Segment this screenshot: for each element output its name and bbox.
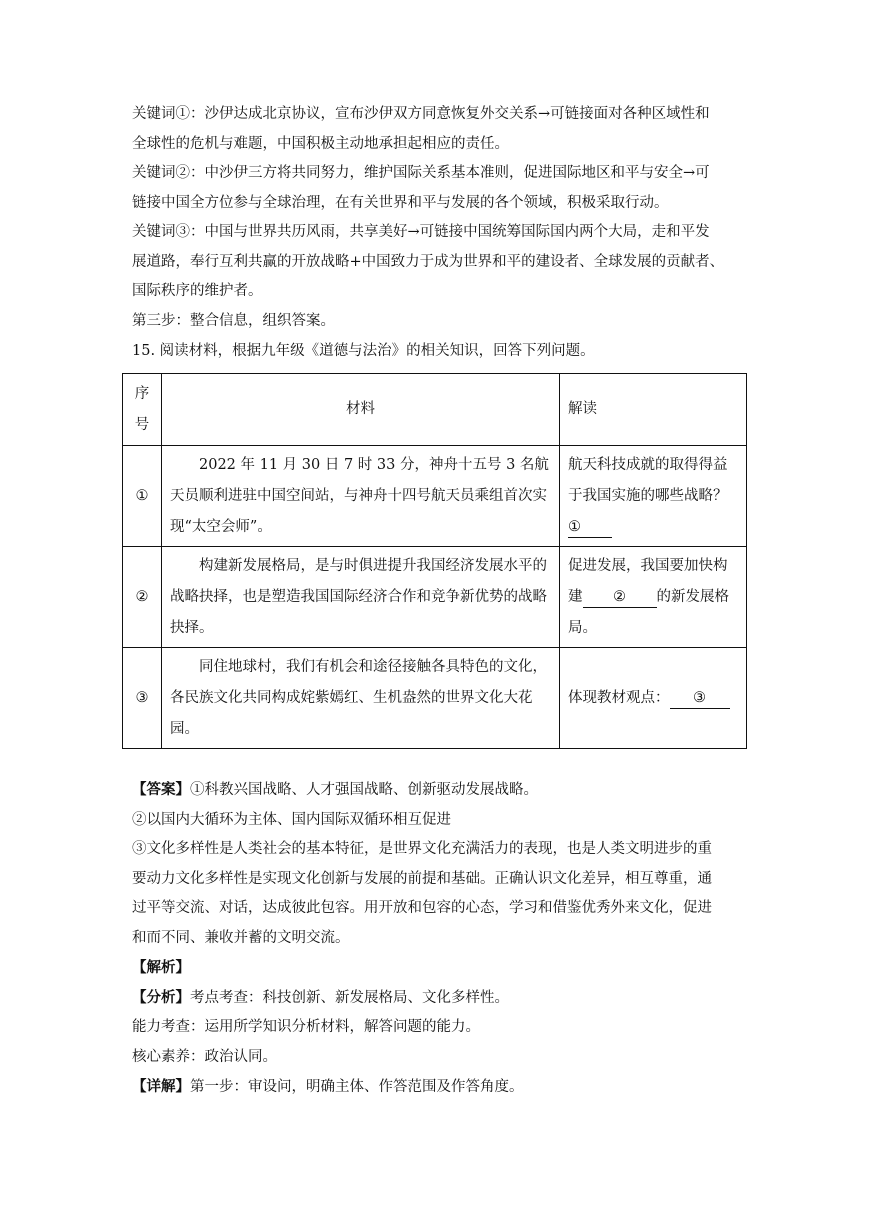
header-interpretation-cell: 解读	[560, 374, 747, 446]
analysis-label: 【解析】	[132, 959, 190, 976]
fenxi-line	[132, 983, 752, 1014]
keyword-3-paragraph	[132, 218, 742, 307]
row-3-number: ③	[123, 648, 162, 749]
keyword-2-line-2: 链接中国全方位参与全球治理，在有关世界和平与发展的各个领域，积极采取行动。	[132, 194, 669, 211]
keyword-2-paragraph	[132, 159, 742, 218]
row-1-answer-blank[interactable]: ①	[568, 517, 612, 538]
answer-item-2: ②以国内大循环为主体、国内国际双循环相互促进	[132, 811, 451, 828]
keyword-1-line-2: 全球性的危机与难题，中国积极主动地承担起相应的责任。	[132, 135, 509, 152]
keyword-3-line-3: 国际秩序的维护者。	[132, 283, 263, 299]
row-3-answer-blank[interactable]: ③	[670, 688, 730, 709]
row-2-material: 构建新发展格局，是与时俱进提升我国经济发展水平的战略抉择，也是塑造我国国际经济合作和竞争新优势的战略抉择。	[162, 547, 560, 648]
core-literacy-text: 核心素养：政治认同。	[132, 1048, 277, 1065]
keyword-3-line-1: 关键词③：中国与世界共历风雨，共享美好→可链接中国统筹国际国内两个大局，走和平发	[132, 224, 710, 240]
answer-line-1	[132, 775, 752, 806]
keyword-3-line-2: 展道路，奉行互利共赢的开放战略+中国致力于成为世界和平的建设者、全球发展的贡献者、	[132, 253, 725, 270]
answer-item-3-line-4: 和而不同、兼收并蓄的文明交流。	[132, 929, 350, 946]
header-number-cell	[123, 374, 162, 446]
detail-line	[132, 1072, 752, 1103]
row-1-interpretation-text: 航天科技成就的取得得益于我国实施的哪些战略？	[568, 456, 728, 504]
header-material-cell: 材料	[162, 374, 560, 446]
step-3-line: 第三步：整合信息，组织答案。	[132, 313, 335, 329]
row-2-interpretation-pre: 促进发展，我国要加快构建	[568, 557, 728, 605]
table-row	[123, 547, 747, 648]
answer-item-3-line-2: 要动力文化多样性是实现文化创新与发展的前提和基础。正确认识文化差异，相互尊重，通	[132, 870, 712, 887]
header-number-char-2: 号	[134, 416, 150, 433]
header-number-char-1: 序	[134, 385, 150, 402]
row-2-number: ②	[123, 547, 162, 648]
ability-text: 能力考查：运用所学知识分析材料，解答问题的能力。	[132, 1019, 480, 1035]
detail-label: 【详解】	[132, 1078, 190, 1095]
row-2-interpretation-post: 的新发展格局。	[568, 588, 729, 636]
row-3-material: 同住地球村，我们有机会和途径接触各具特色的文化，各民族文化共同构成姹紫嫣红、生机盎然的世界文化大花园。	[162, 648, 560, 749]
table-row	[123, 648, 747, 749]
detail-text: 第一步：审设问，明确主体、作答范围及作答角度。	[190, 1079, 524, 1095]
row-3-interpretation	[560, 648, 747, 749]
fenxi-label: 【分析】	[132, 988, 190, 1006]
keyword-1-line-1: 关键词①：沙伊达成北京协议，宣布沙伊双方同意恢复外交关系→可链接面对各种区域性和	[132, 106, 710, 122]
row-1-material: 2022 年 11 月 30 日 7 时 33 分，神舟十五号 3 名航天员顺利进驻中国空间站，与神舟十四号航天员乘组首次实现“太空会师”。	[162, 446, 560, 547]
fenxi-text: 考点考查：科技创新、新发展格局、文化多样性。	[190, 989, 509, 1006]
row-1-interpretation	[560, 446, 747, 547]
material-table	[122, 373, 747, 749]
keyword-1-paragraph	[132, 100, 742, 159]
table-header-row	[123, 374, 747, 446]
answer-label: 【答案】	[132, 781, 190, 798]
keyword-2-line-1: 关键词②：中沙伊三方将共同努力，维护国际关系基本准则，促进国际地区和平与安全→可	[132, 165, 710, 181]
question-15-prompt	[132, 337, 742, 367]
answer-item-3-line-3: 过平等交流、对话，达成彼此包容。用开放和包容的心态，学习和借鉴优秀外来文化，促进	[132, 900, 712, 916]
answer-section	[132, 775, 752, 1103]
answer-item-3-line-1: ③文化多样性是人类社会的基本特征，是世界文化充满活力的表现，也是人类文明进步的重	[132, 841, 712, 857]
row-1-number: ①	[123, 446, 162, 547]
table-row	[123, 446, 747, 547]
row-2-interpretation	[560, 547, 747, 648]
row-3-interpretation-text: 体现教材观点：	[568, 689, 670, 706]
question-15-line: 15. 阅读材料，根据九年级《道德与法治》的相关知识，回答下列问题。	[132, 343, 595, 359]
row-2-answer-blank[interactable]: ②	[583, 587, 657, 608]
answer-item-1: ①科教兴国战略、人才强国战略、创新驱动发展战略。	[190, 782, 538, 798]
step-3-text	[132, 307, 742, 337]
